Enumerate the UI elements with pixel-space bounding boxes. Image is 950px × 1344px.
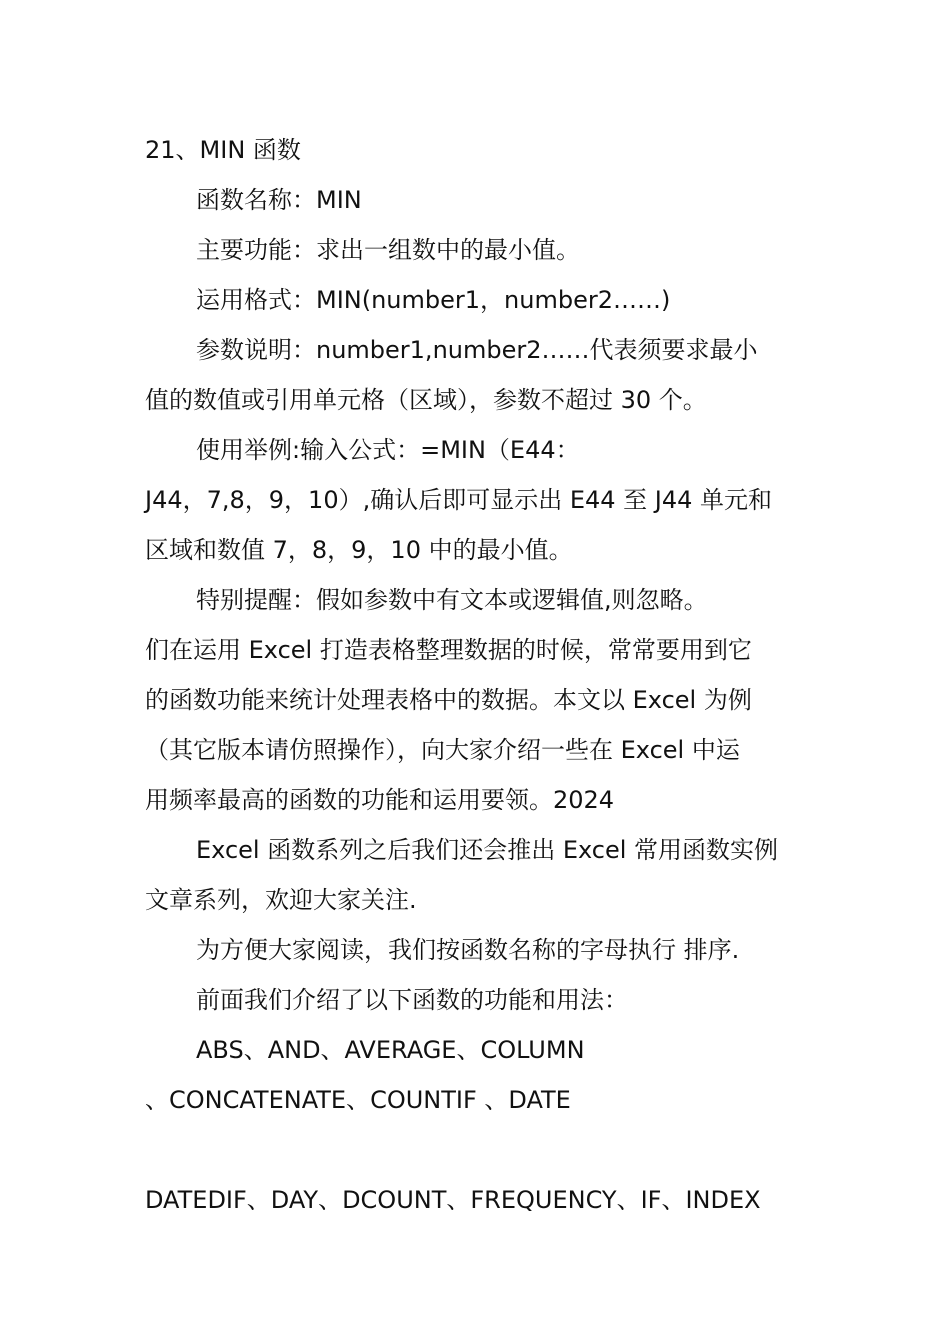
- function-list-line-2: 、CONCATENATE、COUNTIF 、DATE: [145, 1086, 571, 1114]
- intro-paragraph-line-4: 用频率最高的函数的功能和运用要领。2024: [145, 786, 615, 814]
- example-line: 使用举例:输入公式：=MIN（E44：: [196, 436, 580, 464]
- example-continued-line: J44，7,8，9，10）,确认后即可显示出 E44 至 J44 单元和: [145, 486, 773, 514]
- series-paragraph-line-2: 文章系列，欢迎大家关注.: [145, 886, 417, 914]
- parameter-description-line: 参数说明：number1,number2……代表须要求最小: [196, 336, 758, 364]
- example-result-line: 区域和数值 7，8，9，10 中的最小值。: [145, 536, 573, 564]
- function-name-line: 函数名称：MIN: [196, 186, 362, 214]
- previous-functions-intro-line: 前面我们介绍了以下函数的功能和用法：: [196, 986, 628, 1014]
- ordering-note-line: 为方便大家阅读，我们按函数名称的字母执行 排序.: [196, 936, 740, 964]
- series-paragraph-line-1: Excel 函数系列之后我们还会推出 Excel 常用函数实例: [196, 836, 779, 864]
- function-list-line-1: ABS、AND、AVERAGE、COLUMN: [196, 1036, 585, 1064]
- main-function-line: 主要功能：求出一组数中的最小值。: [196, 236, 580, 264]
- parameter-description-continued: 值的数值或引用单元格（区域），参数不超过 30 个。: [145, 386, 707, 414]
- intro-paragraph-line-1: 们在运用 Excel 打造表格整理数据的时候，常常要用到它: [145, 636, 752, 664]
- section-heading: 21、MIN 函数: [145, 136, 301, 164]
- intro-paragraph-line-2: 的函数功能来统计处理表格中的数据。本文以 Excel 为例: [145, 686, 752, 714]
- function-list-line-3: DATEDIF、DAY、DCOUNT、FREQUENCY、IF、INDEX: [145, 1186, 761, 1214]
- intro-paragraph-line-3: （其它版本请仿照操作），向大家介绍一些在 Excel 中运: [145, 736, 740, 764]
- usage-format-line: 运用格式：MIN(number1，number2……): [196, 286, 671, 314]
- special-note-line: 特别提醒：假如参数中有文本或逻辑值,则忽略。: [196, 586, 708, 614]
